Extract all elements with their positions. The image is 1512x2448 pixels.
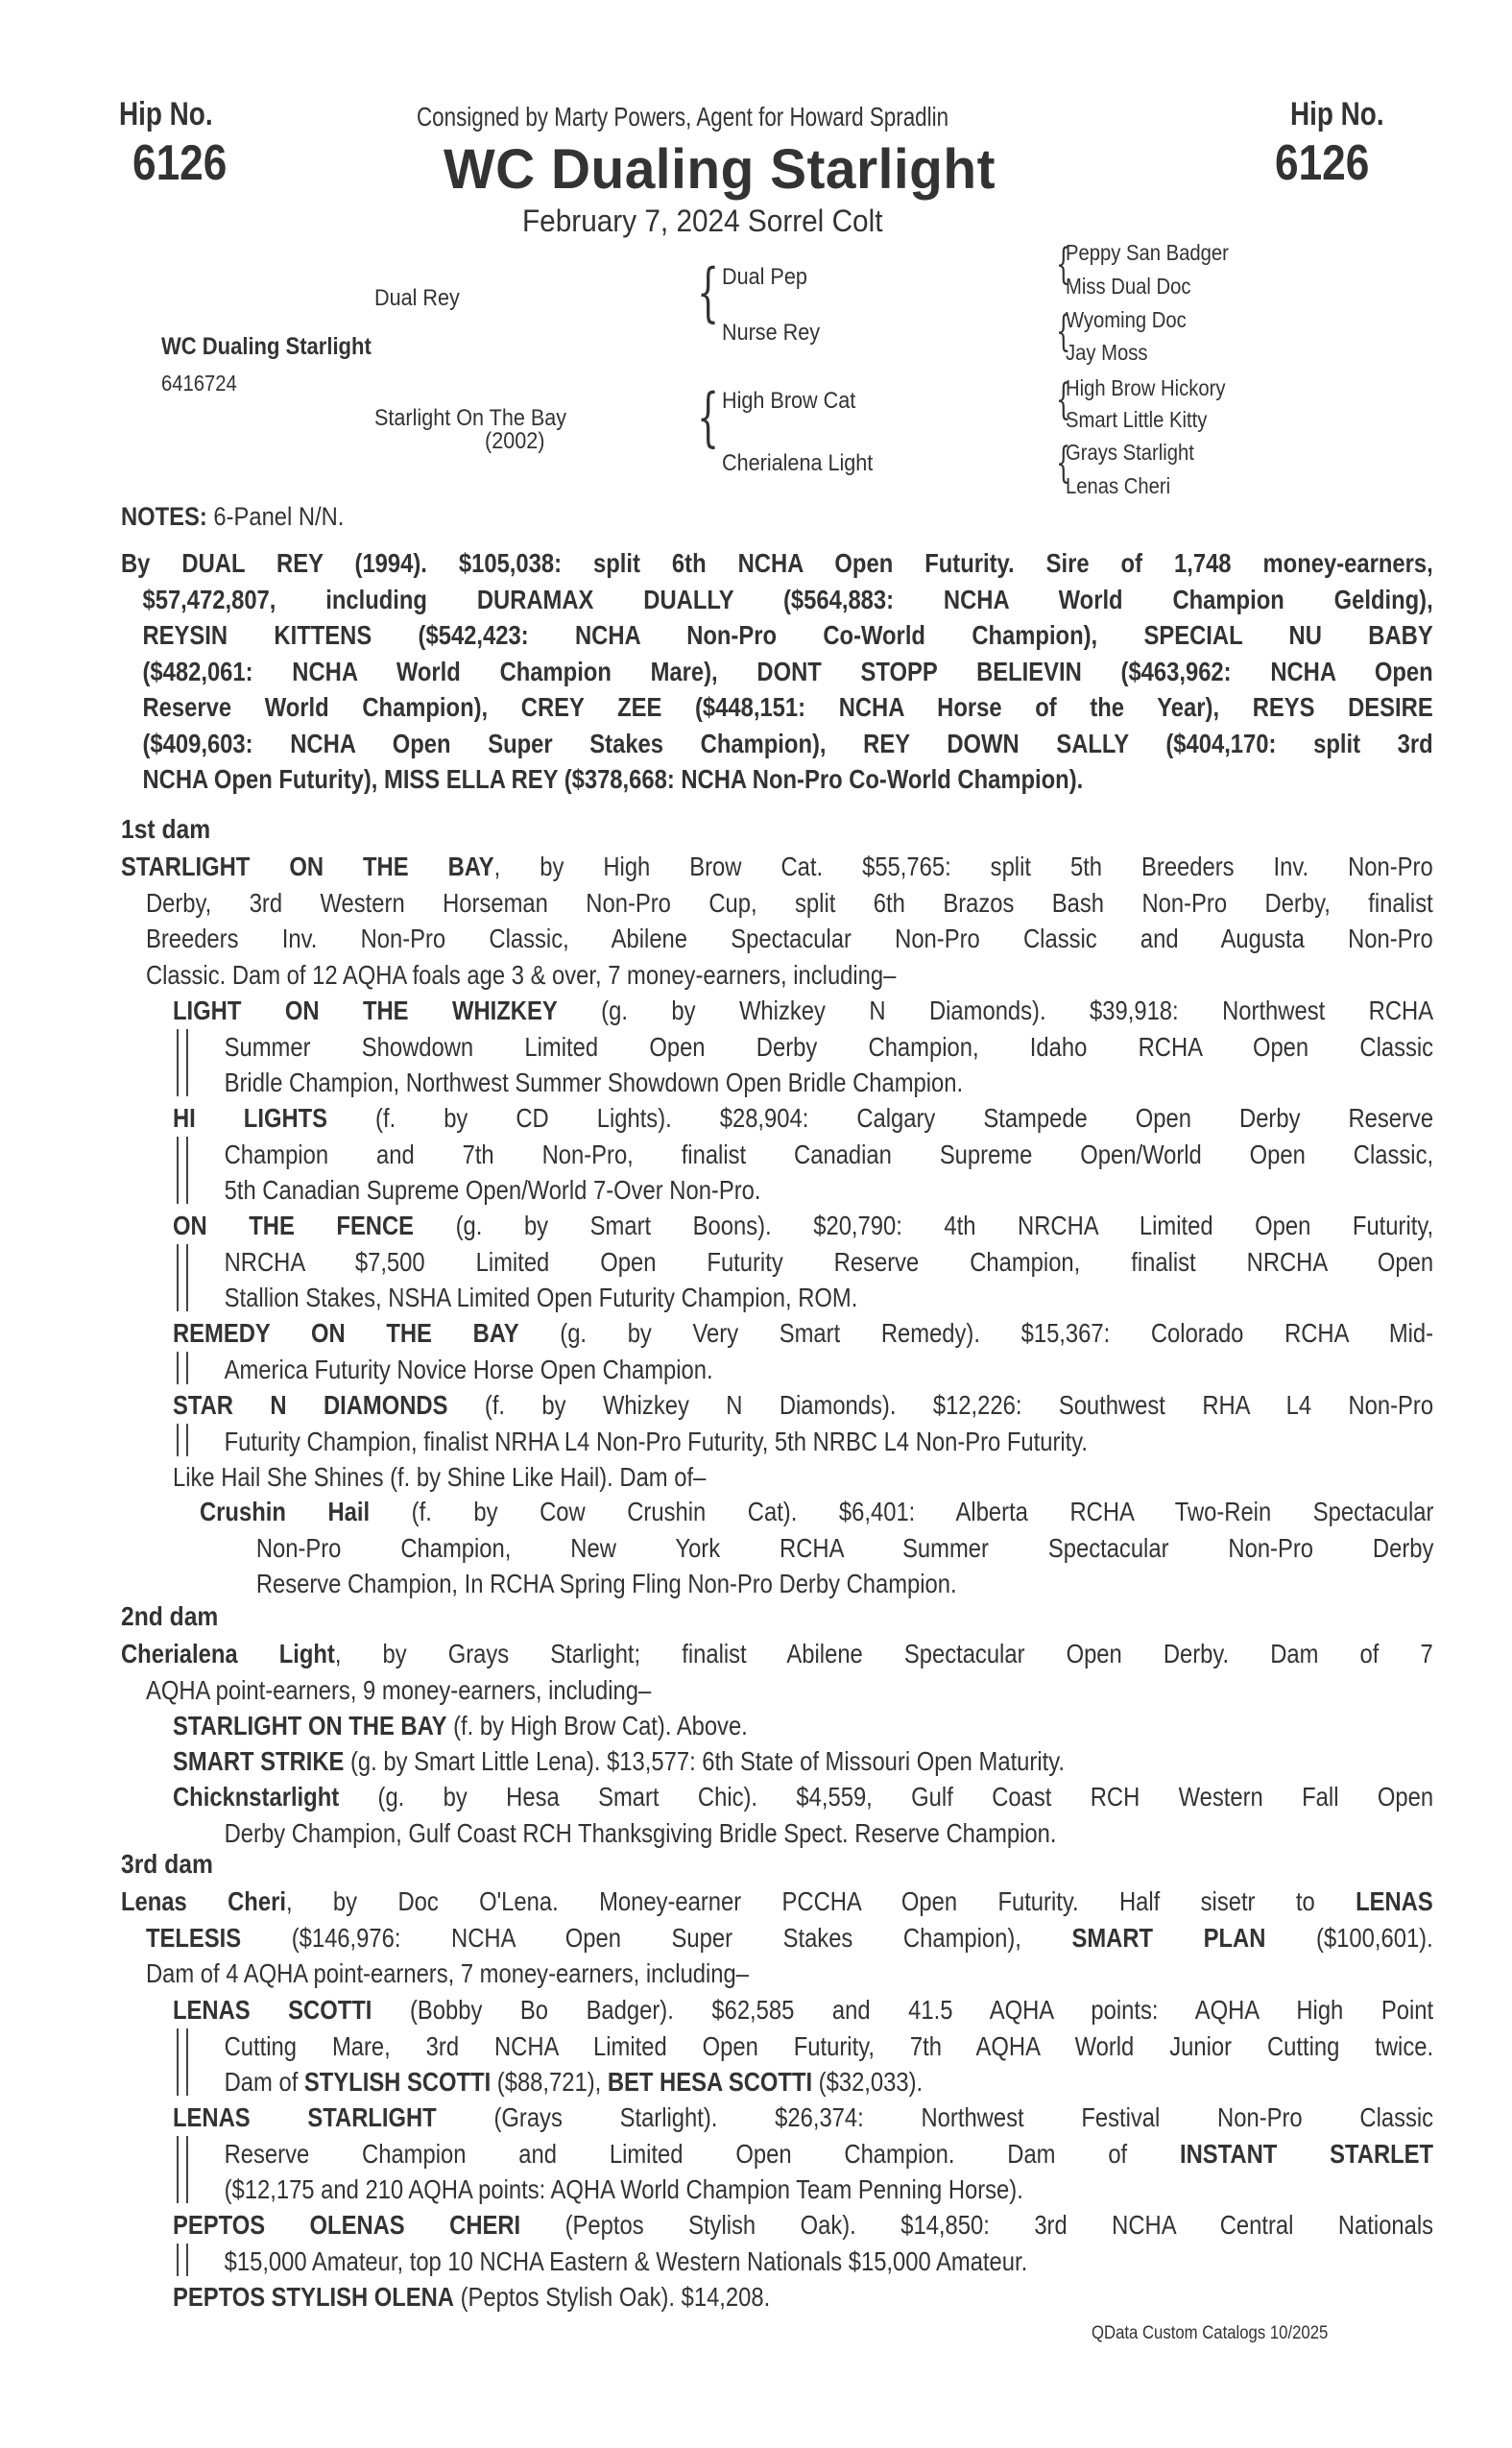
brace-icon: { [1056,375,1071,424]
pedigree-dam: Starlight On The Bay [374,405,567,431]
section-heading-1st-dam: 1st dam [121,814,211,844]
produce-entry: REMEDY ON THE BAY (g. by Very Smart Remedy). $15,367: Colorado RCHA Mid- America Futurity Novice Horse Open Champion. [173,1318,1434,1384]
brace-icon: { [697,380,720,454]
double-bar-marker [177,2028,188,2096]
notes-value: 6-Panel N/N. [213,502,345,531]
pedigree-gen4: Lenas Cheri [1066,473,1171,498]
double-bar-marker [177,1137,188,1204]
pedigree-dam-dam: Cherialena Light [722,450,874,476]
pedigree-gen4: High Brow Hickory [1066,375,1226,400]
pedigree-gen4: Jay Moss [1066,340,1148,365]
pedigree-registration-number: 6416724 [161,371,237,396]
produce-entry: LENAS SCOTTI (Bobby Bo Badger). $62,585 and 41.5 AQHA points: AQHA High Point Cutting Mare, 3rd NCHA Limited Open Futurity, 7th AQHA World Junior Cutting twice. Dam of STYLISH SCOTTI ($88,721), BET HESA SCOTTI ($32,033). [173,1995,1434,2097]
produce-entry: ON THE FENCE (g. by Smart Boons). $20,790: 4th NRCHA Limited Open Futurity, NRCHA $7,500 Limited Open Futurity Reserve Champion, finalist NRCHA Open Stallion Stakes, NSHA Limited Open Futurity Champion, ROM. [173,1211,1434,1312]
hip-number-left: 6126 [132,135,228,191]
produce-entry: PEPTOS OLENAS CHERI (Peptos Stylish Oak). $14,850: 3rd NCHA Central Nationals $15,000 Amateur, top 10 NCHA Eastern & Western Nationals $15,000 Amateur. [173,2210,1434,2276]
double-bar-marker [177,1029,188,1096]
double-bar-marker [177,2244,188,2276]
pedigree-gen4: Smart Little Kitty [1066,407,1208,432]
pedigree-sire-dam: Nurse Rey [722,320,821,346]
double-bar-marker [177,1352,188,1384]
brace-icon: { [1056,240,1071,289]
notes-label: NOTES: [121,502,207,531]
produce-entry: STARLIGHT ON THE BAY (f. by High Brow Cat). Above. [173,1711,748,1740]
pedigree-dam-sire: High Brow Cat [722,388,856,414]
double-bar-marker [177,1244,188,1311]
catalog-footer: QData Custom Catalogs 10/2025 [1092,2323,1329,2343]
hip-number-right: 6126 [1275,135,1370,191]
third-dam-paragraph: Lenas Cheri, by Doc O'Lena. Money-earner PCCHA Open Futurity. Half sisetr to LENAS TELESIS ($146,976: NCHA Open Super Stakes Champion), SMART PLAN ($100,601). Dam of 4 AQHA point-earners, 7 money-earners, including– [121,1886,1433,1988]
brace-icon: { [1056,307,1071,356]
sire-summary: By DUAL REY (1994). $105,038: split 6th NCHA Open Futurity. Sire of 1,748 money-earners, $57,472,807, including DURAMAX DUALLY ($564,883: NCHA World Champion Gelding), REYSIN KITTENS ($542,423: NCHA Non-Pro Co-World Champion), SPECIAL NU BABY ($482,061: NCHA World Champion Mare), DONT STOPP BELIEVIN ($463,962: NCHA Open Reserve World Champion), CREY ZEE ($448,151: NCHA Horse of the Year), REYS DESIRE ($409,603: NCHA Open Super Stakes Champion), REY DOWN SALLY ($404,170: split 3rd NCHA Open Futurity), MISS ELLA REY ($378,668: NCHA Non-Pro Co-World Champion). [121,548,1433,794]
hip-label-left: Hip No. [119,96,213,132]
produce-entry: PEPTOS STYLISH OLENA (Peptos Stylish Oak). $14,208. [173,2282,771,2312]
non-winner-entry: Like Hail She Shines (f. by Shine Like Hail). Dam of– [173,1462,707,1492]
grand-produce-entry: Crushin Hail (f. by Cow Crushin Cat). $6,401: Alberta RCHA Two-Rein Spectacular Non-Pro Champion, New York RCHA Summer Spectacular Non-Pro Derby Reserve Champion, In RCHA Spring Fling Non-Pro Derby Champion. [200,1497,1434,1598]
first-dam-paragraph: STARLIGHT ON THE BAY, by High Brow Cat. $55,765: split 5th Breeders Inv. Non-Pro Derby, 3rd Western Horseman Non-Pro Cup, split 6th Brazos Bash Non-Pro Derby, finalist Breeders Inv. Non-Pro Classic, Abilene Spectacular Non-Pro Classic and Augusta Non-Pro Classic. Dam of 12 AQHA foals age 3 & over, 7 money-earners, including– [121,852,1433,990]
produce-entry: LENAS STARLIGHT (Grays Starlight). $26,374: Northwest Festival Non-Pro Classic Reserve Champion and Limited Open Champion. Dam of INSTANT STARLET ($12,175 and 210 AQHA points: AQHA World Champion Team Penning Horse). [173,2102,1434,2204]
pedigree-dam-year: (2002) [485,428,545,454]
produce-entry: STAR N DIAMONDS (f. by Whizkey N Diamonds). $12,226: Southwest RHA L4 Non-Pro Futurity Champion, finalist NRHA L4 Non-Pro Futurity, 5th NRBC L4 Non-Pro Futurity. [173,1390,1434,1456]
produce-entry: SMART STRIKE (g. by Smart Little Lena). $13,577: 6th State of Missouri Open Maturity. [173,1746,1065,1776]
hip-label-right: Hip No. [1290,96,1384,132]
consignor: Consigned by Marty Powers, Agent for Howard Spradlin [417,102,949,132]
pedigree-gen4: Miss Dual Doc [1066,274,1191,299]
foaling-info: February 7, 2024 Sorrel Colt [522,204,883,238]
produce-entry: HI LIGHTS (f. by CD Lights). $28,904: Calgary Stampede Open Derby Reserve Champion and 7th Non-Pro, finalist Canadian Supreme Open/World Open Classic, 5th Canadian Supreme Open/World 7-Over Non-Pro. [173,1103,1434,1205]
notes [121,502,374,532]
pedigree-gen4: Wyoming Doc [1066,307,1187,332]
page-title: WC Dualing Starlight [444,138,996,201]
section-heading-2nd-dam: 2nd dam [121,1601,219,1631]
second-dam-paragraph: Cherialena Light, by Grays Starlight; finalist Abilene Spectacular Open Derby. Dam of 7 AQHA point-earners, 9 money-earners, including– [121,1639,1433,1705]
produce-entry: LIGHT ON THE WHIZKEY (g. by Whizkey N Diamonds). $39,918: Northwest RCHA Summer Showdown Limited Open Derby Champion, Idaho RCHA Open Classic Bridle Champion, Northwest Summer Showdown Open Bridle Champion. [173,996,1434,1097]
pedigree-subject-name: WC Dualing Starlight [161,333,372,360]
pedigree-gen4: Grays Starlight [1066,440,1194,465]
pedigree-sire-sire: Dual Pep [722,264,807,290]
section-heading-3rd-dam: 3rd dam [121,1849,213,1879]
brace-icon: { [697,255,720,329]
double-bar-marker [177,2136,188,2203]
produce-entry: Chicknstarlight (g. by Hesa Smart Chic). $4,559, Gulf Coast RCH Western Fall Open Derby Champion, Gulf Coast RCH Thanksgiving Bridle Spect. Reserve Champion. [173,1782,1434,1848]
brace-icon: { [1056,439,1071,488]
pedigree-sire: Dual Rey [374,285,460,311]
double-bar-marker [177,1424,188,1456]
pedigree-gen4: Peppy San Badger [1066,240,1229,265]
